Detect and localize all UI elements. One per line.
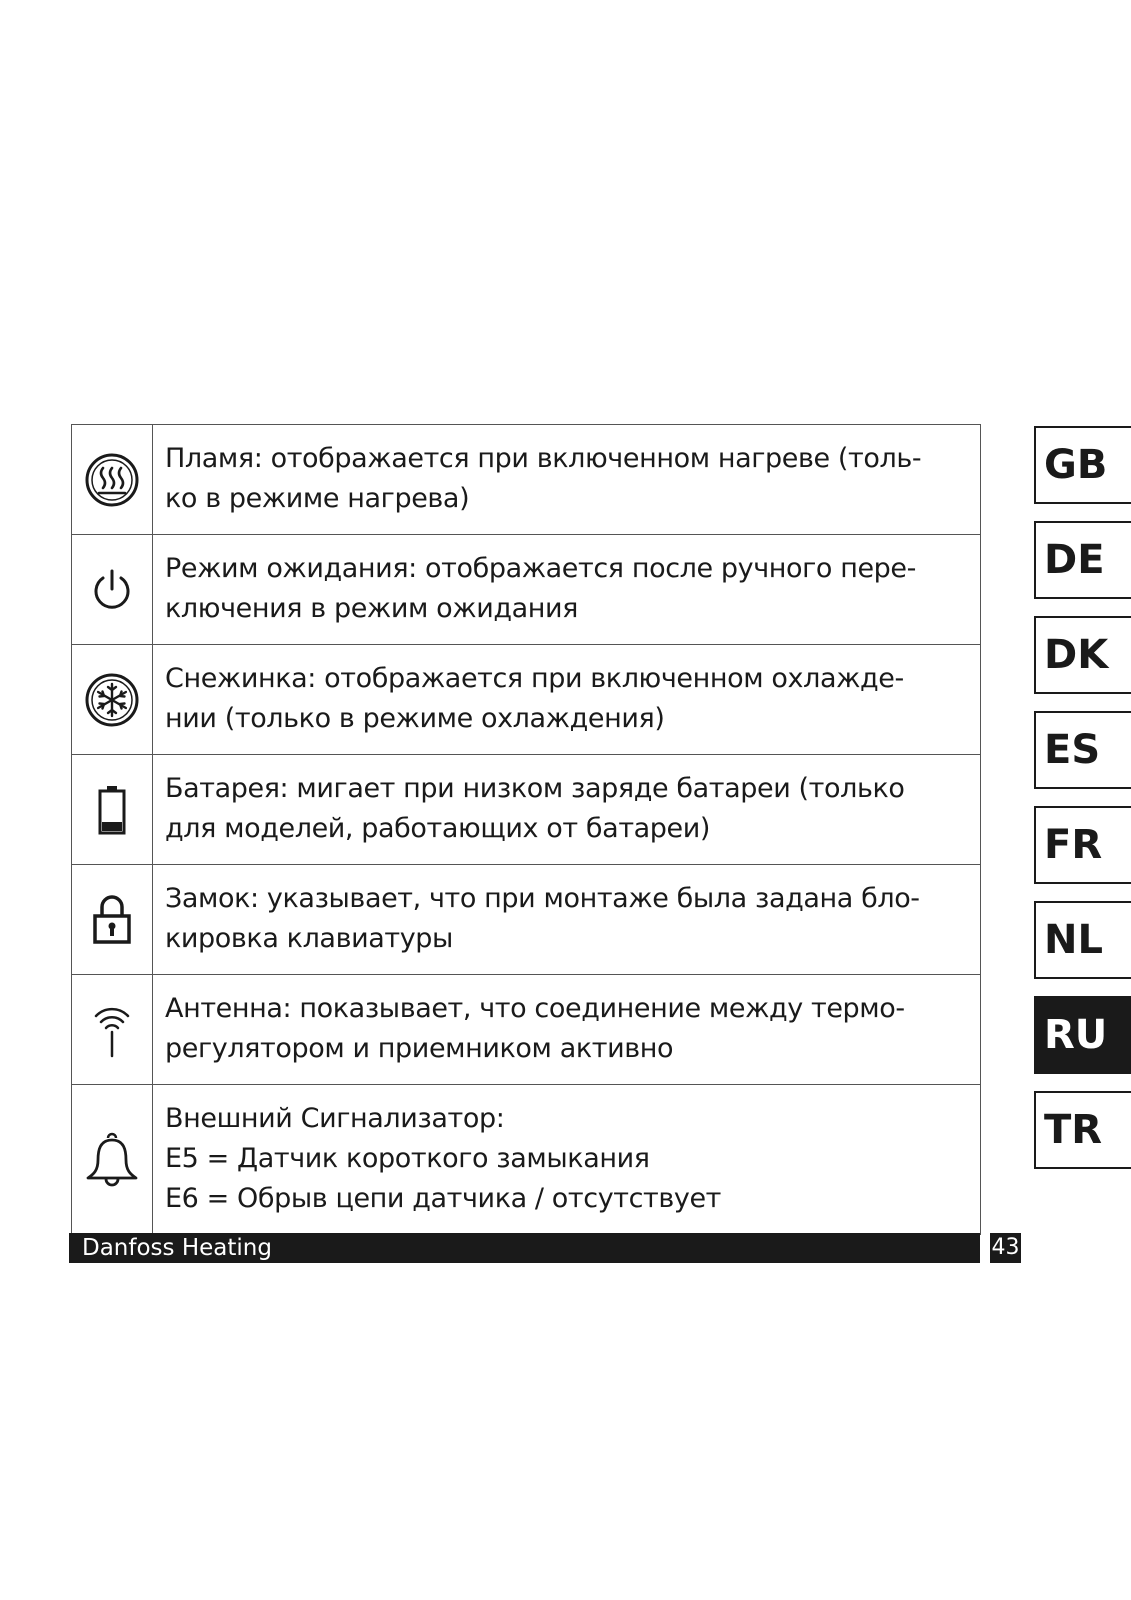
icon-cell bbox=[72, 645, 153, 755]
description-line: E5 = Датчик короткого замыкания bbox=[165, 1142, 650, 1174]
description-line: Пламя: отображается при включенном нагреве (толь- bbox=[165, 442, 922, 474]
description-cell bbox=[153, 1085, 981, 1235]
icon-cell bbox=[72, 975, 153, 1085]
description-line: для моделей, работающих от батареи) bbox=[165, 812, 711, 844]
language-tab-gb[interactable]: GB bbox=[1034, 426, 1131, 504]
description-line: Внешний Сигнализатор: bbox=[165, 1102, 505, 1134]
description-line: кировка клавиатуры bbox=[165, 922, 453, 954]
description-cell bbox=[153, 865, 981, 975]
page-number: 43 bbox=[990, 1233, 1021, 1263]
description-cell bbox=[153, 425, 981, 535]
antenna-icon bbox=[90, 1000, 134, 1060]
description-cell bbox=[153, 645, 981, 755]
description-line: Замок: указывает, что при монтаже была задана бло- bbox=[165, 882, 920, 914]
snowflake-icon bbox=[84, 672, 140, 728]
description-line: Батарея: мигает при низком заряде батареи (только bbox=[165, 772, 905, 804]
description-line: Антенна: показывает, что соединение между термо- bbox=[165, 992, 905, 1024]
description-cell bbox=[153, 755, 981, 865]
description-line: ко в режиме нагрева) bbox=[165, 482, 470, 514]
description-line: ключения в режим ожидания bbox=[165, 592, 578, 624]
icon-legend-table bbox=[71, 424, 981, 1235]
description-line: нии (только в режиме охлаждения) bbox=[165, 702, 665, 734]
language-tab-de[interactable]: DE bbox=[1034, 521, 1131, 599]
language-tab-es[interactable]: ES bbox=[1034, 711, 1131, 789]
language-tab-dk[interactable]: DK bbox=[1034, 616, 1131, 694]
description-line: E6 = Обрыв цепи датчика / отсутствует bbox=[165, 1182, 722, 1214]
table-row-alarm bbox=[72, 1085, 981, 1235]
language-tab-nl[interactable]: NL bbox=[1034, 901, 1131, 979]
table-row-antenna bbox=[72, 975, 981, 1085]
table-row-snowflake bbox=[72, 645, 981, 755]
language-tab-tr[interactable]: TR bbox=[1034, 1091, 1131, 1169]
icon-cell bbox=[72, 865, 153, 975]
description-line: регулятором и приемником активно bbox=[165, 1032, 674, 1064]
heating-flame-icon bbox=[84, 452, 140, 508]
table-row-lock bbox=[72, 865, 981, 975]
icon-cell bbox=[72, 1085, 153, 1235]
power-standby-icon bbox=[87, 565, 137, 615]
icon-cell bbox=[72, 755, 153, 865]
bell-alarm-icon bbox=[82, 1130, 142, 1190]
table-row-standby bbox=[72, 535, 981, 645]
description-cell bbox=[153, 535, 981, 645]
lock-icon bbox=[90, 892, 134, 948]
battery-icon bbox=[92, 782, 132, 838]
icon-cell bbox=[72, 535, 153, 645]
table-row-battery bbox=[72, 755, 981, 865]
table-row-flame bbox=[72, 425, 981, 535]
description-cell bbox=[153, 975, 981, 1085]
description-line: Снежинка: отображается при включенном охлажде- bbox=[165, 662, 904, 694]
description-line: Режим ожидания: отображается после ручного пере- bbox=[165, 552, 916, 584]
language-tab-fr[interactable]: FR bbox=[1034, 806, 1131, 884]
icon-cell bbox=[72, 425, 153, 535]
footer-brand: Danfoss Heating bbox=[69, 1233, 980, 1263]
language-tab-ru[interactable]: RU bbox=[1034, 996, 1131, 1074]
